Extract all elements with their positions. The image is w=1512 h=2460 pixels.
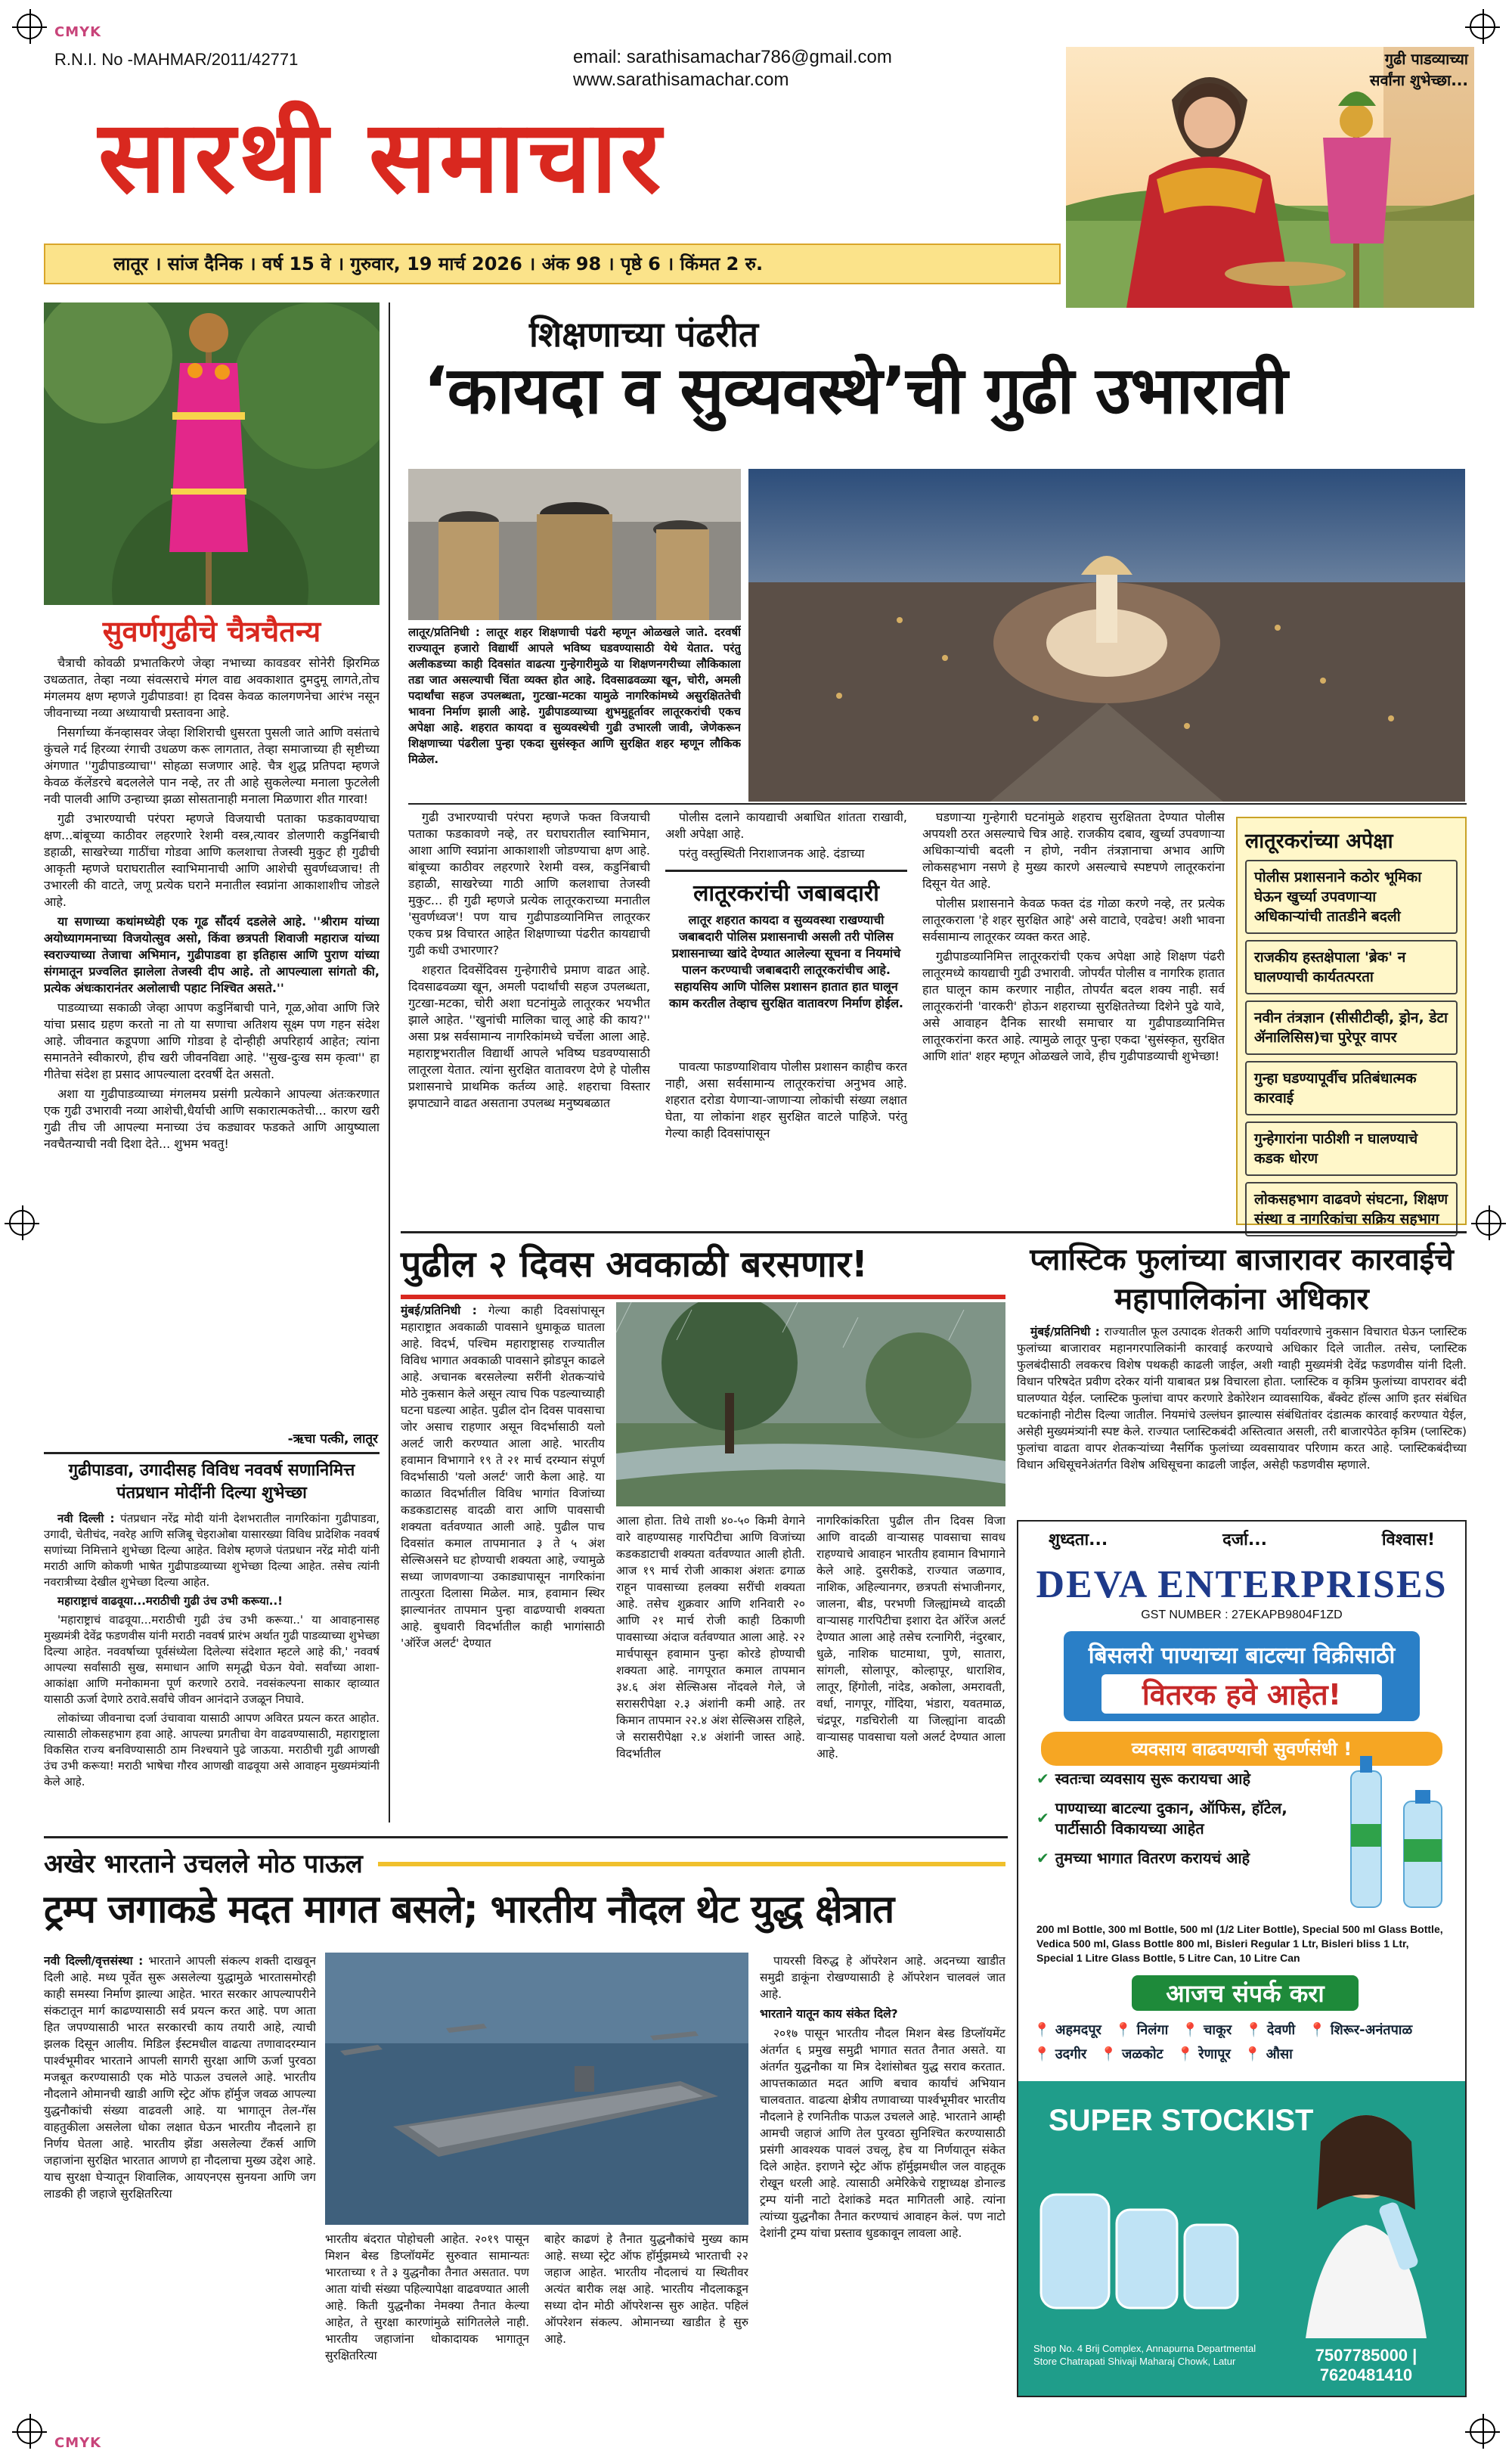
ad-lower-panel	[1018, 2081, 1467, 2397]
lead-kicker: शिक्षणाच्या पंढरीत	[529, 314, 759, 355]
navy-paragraph: पायरसी विरुद्ध हे ऑपरेशन आहे. अदनच्या खाडीत समुद्री डाकूंना रोखण्यासाठी हे ऑपरेशन चालवलं जात आहे.	[760, 1954, 1005, 2001]
navy-paragraph: २०१७ पासून भारतीय नौदल मिशन बेस्ड डिप्लॉयमेंट अंतर्गत ६ प्रमुख समुद्री भागात सतत तैनात असते. या अंतर्गत युद्धनौका या मित्र देशांसोबत युद्ध सराव करतात. आपत्तकाळात मदत आणि बचाव कार्यांचं अभियान चालवतात. वाढत्या क्षेत्रीय तणावाच्या पार्श्वभूमीवर भारतीय नौदलाने हे रणनितीक पाऊल उचलले आहे. भारताने आम्ही आमची जहाजं आणि तेल पुरवठा सुनिश्चित करण्यासाठी प्रसंगी आवश्यक पावलं उचलू, हेच या निर्णयातून संकेत दिले आहेत. इराणने स्ट्रेट ऑफ हॉर्मुझमधील जल वाहतूक रोखून धरली आहे. त्यासाठी अमेरिकेचे राष्ट्राध्यक्ष डोनाल्ड ट्रम्प यांनी नाटो देशांकडे मदत मागितली आहे. त्यांना त्यांच्या युद्धनौका तैनात करण्याचं आवाहन केलं. पण नाटो देशांनी ट्रम्प यांचा प्रस्ताव धुडकावून लावला आहे.	[760, 2027, 1005, 2240]
check-icon: ✔	[1036, 1848, 1049, 1867]
shop-address: Shop No. 4 Brij Complex, Annapurna Departmental Store Chatrapati Shivaji Maharaj Chowk, Latur	[1033, 2343, 1256, 2367]
sub-story-lead: लातूर शहरात कायदा व सुव्यवस्था राखण्याची जबाबदारी पोलिस प्रशासनाची असली तरी पोलिस प्रशासनाच्या खांदे देण्यात आलेल्या सूचना व नियमांचे पालन करण्याची जबाबदारी लातूरकरांचीच आहे. सहायसिय आणि पोलिस प्रशासन हातात हात घालून काम करतील तेव्हाच सुरक्षित वातावरण निर्माण होईल.	[668, 913, 904, 1010]
water-bottles-illustration	[1336, 1748, 1457, 1915]
lead-paragraph: पोलीस प्रशासनाने केवळ फक्त दंड गोळा करणे नव्हे, तर प्रत्येक लातूरकराला 'हे शहर सुरक्षित आहे' असे वाटावे, एवढेच! अशी भावना सर्वसामान्य लातूरकर व्यक्त करत आहे.	[922, 896, 1225, 944]
navy-kicker: अखेर भारताने उचलले मोठ पाऊल	[44, 1849, 363, 1879]
registration-mark	[17, 14, 42, 39]
dateline-strip	[44, 244, 1061, 284]
dateline: मुंबई/प्रतिनिधी :	[1030, 1325, 1100, 1339]
lead-column-1	[408, 809, 650, 1221]
water-jars-illustration	[1033, 2164, 1260, 2316]
cmyk-mark: CMYK	[54, 2435, 102, 2451]
location-pin-item: 📍 चाकूर	[1182, 2022, 1232, 2038]
ad-point: ✔ पाण्याच्या बाटल्या दुकान, ऑफिस, हॉटेल, पार्टीसाठी विकायच्या आहेत	[1036, 1799, 1287, 1838]
lead-column-2b	[665, 1059, 907, 1221]
location-pin-item: 📍 रेणापूर	[1176, 2046, 1231, 2062]
navy-subhead: भारताने यातून काय संकेत दिले?	[760, 2007, 898, 2021]
location-pin-item: 📍 शिरूर-अनंतपाळ	[1309, 2022, 1413, 2038]
navy-column-3: बाहेर काढणं हे तैनात युद्धनौकांचे मुख्य काम आहे. सध्या स्ट्रेट ऑफ हॉर्मुझमध्ये भारताची २२ जहाज आहेत. भारतीय नौदलाचं या स्थितीवर अत्यंत बारीक लक्ष आहे. भारतीय नौदलाकडून सध्या दोन मोठी ऑपरेशन्स सुरु आहेत. पहिलं ऑपरेशन संकल्प. ओमानच्या खाडीत हे सुरु आहे.	[544, 2232, 748, 2346]
feature-paragraph: निसर्गाच्या कॅनव्हासवर जेव्हा शिशिराची धुसरता पुसली जाते आणि वसंताचे कुंचले गर्द हिरव्या रंगाची उधळण करू लागतात, तेव्हा समाजाच्या ही सृष्टीच्या अंगणात ''गुढीपाडव्याचा'' सोहळा सजणार आहे. चैत्र शुद्ध प्रतिपदा म्हणजे केवळ कॅलेंडरचे बदललेले पान नव्हे, तर ती आहे सुकलेल्या मनाला फुटलेली नवी पालवी आणि उन्हाच्या झळा सोसतानाही मनाला मिळणारा शीत गारवा!	[44, 725, 380, 806]
expectations-title: लातूरकरांच्या अपेक्षा	[1245, 830, 1393, 853]
super-stockist-label: SUPER STOCKIST	[1049, 2104, 1314, 2137]
cmyk-mark: CMYK	[54, 24, 102, 40]
ad-point: ✔ तुमच्या भागात वितरण करायचं आहे	[1036, 1848, 1250, 1867]
ad-banner	[1064, 1631, 1420, 1721]
rain-photo	[616, 1302, 1005, 1506]
rni-number: R.N.I. No -MAHMAR/2011/42771	[54, 50, 299, 69]
registration-mark	[1476, 1210, 1501, 1236]
feature-headline: सुवर्णगुढीचे चैत्रचैतन्य	[102, 615, 321, 648]
ad-banner-line: वितरक हवे आहेत!	[1101, 1674, 1382, 1714]
navy-column-2: भारतीय बंदरात पोहोचली आहेत. २०१९ पासून मिशन बेस्ड डिप्लॉयमेंट सुरुवात सामान्यतः भारताच्या १ ते ३ युद्धनौका तैनात असतात. पण आता यांची संख्या पहिल्यापेक्षा वाढवण्यात आली आहे. किती युद्धनौका नेमक्या तैनात केल्या आहेत, ते सुरक्षा कारणांमुळे सांगितलेले नाही. भारतीय जहाजांना धोकादायक भागातून सुरक्षितरित्या	[325, 2232, 529, 2362]
newspaper-title: सारथी समाचार	[98, 99, 665, 216]
divider	[44, 1452, 380, 1454]
latur-aerial-photo	[748, 469, 1465, 802]
ad-ribbon-text: व्यवसाय वाढवण्याची सुवर्णसंधी !	[1131, 1739, 1352, 1760]
rain-column-2: आला होता. तिथे ताशी ४०-५० किमी वेगाने वारे वाहण्यासह गारपिटीचा आणि विजांच्या कडकडाटाची शक्यता वर्तवण्यात आली होती. आज १९ मार्च रोजी आकाश अंशतः ढगाळ राहून पावसाच्या हलक्या सरींची शक्यता आहे. तसेच शुक्रवार आणि शनिवारी २० आणि २१ मार्च रोजी काही ठिकाणी पावसाच्या अंदाज वर्तवण्यात आला आहे. २२ मार्चपासून हवामान पुन्हा कोरडे होण्याची शक्यता आहे. नागपूरात कमाल तापमान ३४.६ अंश सेल्सिअस नोंदवले गेले, जे सरासरीपेक्षा २.३ अंशांनी कमी आहे. तर किमान तापमान २२.४ अंश सेल्सिअस राहिले, जे सरासरीपेक्षा २.४ अंशांनी जास्त आहे. विदर्भातील	[616, 1514, 805, 1760]
greeting-text: गुढी पाडव्याच्या सर्वांना शुभेच्छा...	[1369, 50, 1468, 89]
ad-tagline: दर्जा...	[1222, 1531, 1267, 1550]
kicker-rule	[378, 1862, 1005, 1866]
lead-paragraph: गुढी उभारण्याची परंपरा म्हणजे फक्त विजयाची पताका फडकावणे नव्हे, तर घराघरातील स्वाभिमान, आशा आणि स्वप्नांना आकाशाशी जोडण्याचा क्षण आहे. बांबूच्या काठीवर लहरणारे रेशमी वस्त्र, कडुनिंबाची डहाळी, साखरेच्या गाठी आणि कलशाचा तेजस्वी मुकुट... ही गुढी म्हणजे प्रत्येक लातूरकराच्या मनातील 'सुवर्णध्वज'! पण याच गुढीपाडव्यानिमित्त लातूरकर एकच प्रश्न विचारत आहेत शिक्षणाच्या पंढरीत कायद्याची गुढी कधी उभारणार?	[408, 810, 650, 957]
ad-point: ✔ स्वतःचा व्यवसाय सुरू करायचा आहे	[1036, 1769, 1251, 1788]
pm-wishes-paragraph: 'महाराष्ट्राचं वाढवूया...मराठीची गुढी उंच उभी करूया..' या आवाहनासह मुख्यमंत्री देवेंद्र फडणवीस यांनी मराठी नववर्ष प्रारंभ अर्थात गुढी पाडव्याच्या शुभेच्छा दिल्या आहेत. नववर्षाच्या पूर्वसंध्येला दिलेल्या संदेशात म्हटले आहे की,' नववर्ष आपल्या सर्वांसाठी सुख, समाधान आणि समृद्धी घेऊन येवो. सर्वांच्या आशा-आकांक्षा आणि मनोकामना पूर्ण करणारे ठरावे. नवसंकल्पना साकार व्हाव्यात यासाठी ऊर्जा देणारे ठरावे.सर्वांचे जीवन आनंदाने उजळून निघावे.	[44, 1613, 380, 1706]
rain-column-1	[401, 1302, 605, 1832]
location-pin-item: 📍 अहमदपूर	[1033, 2022, 1101, 2038]
feature-byline: -ऋचा पत्की, लातूर	[287, 1432, 378, 1447]
expectation-item: पोलीस प्रशासनाने कठोर भूमिका घेऊन खुर्च्या उपवणाऱ्या अधिकाऱ्यांची तातडीने बदली	[1245, 860, 1458, 934]
lead-paragraph: परंतु वस्तुस्थिती निराशाजनक आहे. दंडाच्या	[679, 846, 865, 861]
feature-body	[44, 655, 380, 1426]
ad-tagline: विश्वास!	[1381, 1531, 1435, 1550]
column-divider	[389, 302, 390, 1823]
deva-enterprises-ad	[1017, 1520, 1467, 2397]
lead-paragraph: पोलीस दलाने कायद्याची अबाधित शांतता राखावी, अशी अपेक्षा आहे.	[665, 810, 907, 841]
website-link[interactable]: www.sarathisamachar.com	[573, 70, 789, 90]
location-pin-item: 📍 औसा	[1244, 2046, 1293, 2062]
divider	[44, 1836, 1008, 1838]
rain-headline: पुढील २ दिवस अवकाळी बरसणार!	[401, 1243, 868, 1286]
dateline: मुंबई/प्रतिनिधी :	[401, 1304, 477, 1317]
navy-paragraph: भारताने आपली संकल्प शक्ती दाखवून दिली आहे. मध्य पूर्वेत सुरू असलेल्या युद्धामुळे भारतासमोरही काही समस्या निर्माण झाल्या आहेत. भारत सरकार आपल्यापरीने संकटातून मार्ग काढण्यासाठी सर्व प्रयत्न करत आहे. पण आता हित जपण्यासाठी भारत सरकारची काय तयारी आहे, त्याची झलक दिसून आलीय. मिडिल ईस्टमधील वाढत्या तणावादरम्यान पार्श्वभूमीवर भारताने आपली सागरी सुरक्षा आणि ऊर्जा पुरवठा मजबूत करण्यासाठी एक मोठे पाऊल उचलले आहे. भारतीय नौदलाने ओमानची खाडी आणि स्ट्रेट ऑफ हॉर्मुज जवळ आपल्या युद्धनौकांची संख्या वाढवली आहे. या भागातून तेल-गॅस वाहतुकीला असलेला धोका लक्षात घेऊन भारतीय नौदलाने हा निर्णय घेतला आहे. भारतीय झेंडा असलेल्या टँकर्स आणि जहाजांना सुरक्षित भारतात आणणे हा नौदलाचा मुख्य उद्देश आहे. याच सुरक्षा घेऱ्यातून शिवालिक, आयएनएस सुनयना आणि जग लाडकी ही जहाजे सुरक्षितरित्या	[44, 1954, 316, 2201]
pm-wishes-paragraph: लोकांच्या जीवनाचा दर्जा उंचावावा यासाठी आपण अविरत प्रयत्न करत आहोत. त्यासाठी लोकसहभाग हवा आहे. आपल्या प्रगतीचा वेग वाढवण्यासाठी, महाराष्ट्राला विकसित राज्य बनविण्यासाठी ठाम निश्चयाने पुढे जाऊया. मराठीची गुढी आणखी उंच उभी करूया! मराठी भाषेचा गौरव आणखी वाढवूया असे आवाहन मुख्यमंत्र्यांनी केले आहे.	[44, 1711, 380, 1788]
police-photo	[408, 469, 741, 620]
ad-banner-line: बिसलरी पाण्याच्या बाटल्या विक्रीसाठी	[1088, 1643, 1396, 1669]
check-icon: ✔	[1036, 1809, 1049, 1827]
lead-paragraph: गुढीपाडव्यानिमित्त लातूरकरांची एकच अपेक्षा आहे शिक्षण पंढरी लातूरमध्ये कायद्याची गुढी उभारावी. जोपर्यंत पोलीस व नागरिक हातात हात घालून काम करणार नाहीत, तोपर्यंत बदल शक्य नाही. सर्व लातूरकरांनी 'वारकरी' होऊन शहराच्या सुरक्षिततेच्या दिशेने पुढे यावे, असे आवाहन दैनिक सारथी समाचार या गुढीपाडव्यानिमित्त लातूरकरांना करत आहे. त्यामुळे लातूर पुन्हा एकदा 'सुसंस्कृत, सुरक्षित आणि शांत' शहर म्हणून ओळखले जावे, हीच गुढीपाडव्याची शुभेच्छा!	[922, 949, 1225, 1063]
lead-paragraph: शहरात दिवसेंदिवस गुन्हेगारीचे प्रमाण वाढत आहे. दिवसाढवळ्या खून, अमली पदार्थांची सहज उपलब्धता, गुटखा-मटका, चोरी अशा घटनांमुळे लातूरकर भयभीत झाले आहेत. ''खुनांची मालिका चालू आहे की काय?'' असा प्रश्न सर्वसामान्य नागरिकांमध्ये चर्चेला आला आहे. महाराष्ट्रभरातील विद्यार्थी आपले भविष्य घडवण्यासाठी लातूरला येतात. त्यांना सुरक्षित वातावरण देणे हे पोलीस प्रशासनाचे प्राथमिक कर्तव्य आहे. शहराचा विस्तार झपाट्याने वाढत असताना उपलब्ध मनुष्यबळात	[408, 963, 650, 1110]
ad-tagline: शुध्दता...	[1049, 1531, 1108, 1550]
divider	[401, 1231, 1467, 1233]
email-address[interactable]: email: sarathisamachar786@gmail.com	[573, 47, 892, 67]
lead-column-3	[922, 809, 1225, 1221]
navy-column-4	[760, 1953, 1005, 2421]
plastic-body	[1017, 1323, 1467, 1512]
expectations-box	[1236, 817, 1467, 1225]
registration-mark	[9, 1210, 35, 1236]
registration-mark	[17, 2418, 42, 2444]
sub-story-box	[665, 870, 907, 1051]
plastic-headline: प्लास्टिक फुलांच्या बाजारावर कारवाईचे महापालिकांना अधिकार	[1030, 1242, 1454, 1317]
expectation-item: नवीन तंत्रज्ञान (सीसीटीव्ही, ड्रोन, डेटा ॲनालिसिस)चा पुरेपूर वापर	[1245, 1000, 1458, 1055]
dateline-text: लातूर । सांज दैनिक । वर्ष 15 वे । गुरुवार, 19 मार्च 2026 । अंक 98 । पृष्ठे 6 । किंमत 2 रु.	[113, 253, 764, 275]
pm-wishes-paragraph: पंतप्रधान नरेंद्र मोदी यांनी देशभरातील नागरिकांना गुढीपाडवा, उगादी, चेतीचंद, नवरेह आणि सजिबू चेइराओबा यासारख्या विविध प्रादेशिक नववर्ष सणांच्या निमित्ताने शुभेच्छा दिल्या आहेत. विशेष म्हणजे पंतप्रधान नरेंद्र मोदी यांनी मराठी आणि कोकणी भाषेत गुढीपाडव्याच्या शुभेच्छा दिल्या आहेत. तसेच त्यांनी नवरात्रीच्या देखील शुभेच्छा दिल्या आहेत.	[44, 1512, 380, 1589]
aircraft-carrier-photo	[325, 1953, 748, 2225]
rain-column-3: नागरिकांकरिता पुढील तीन दिवस विजा आणि वादळी वाऱ्यासह पावसाचा सावध राहण्याचे आवाहन भारतीय हवामान विभागाने केले आहे. दुसरीकडे, राज्यात जळगाव, नाशिक, अहिल्यानगर, छत्रपती संभाजीनगर, जालना, बीड, परभणी जिल्ह्यांमध्ये वादळी वाऱ्यासह गारपिटीचा इशारा देत ऑरेंज अलर्ट देण्यात आला आहे तसेच रत्नागिरी, नंदुरबार, धुळे, नाशिक घाटमाथा, पुणे, सातारा, सांगली, सोलापूर, कोल्हापूर, धाराशिव, लातूर, हिंगोली, नांदेड, अकोला, अमरावती, वर्धा, नागपूर, गोंदिया, भंडारा, यवतमाळ, चंद्रपूर, गडचिरोली या जिल्ह्यांना वादळी वाऱ्यासह पावसाचा यलो अलर्ट देण्यात आला आहे.	[816, 1514, 1005, 1760]
feature-paragraph: पाडव्याच्या सकाळी जेव्हा आपण कडुनिंबाची पाने, गूळ,ओवा आणि जिरे यांचा प्रसाद ग्रहण करतो ना तो या सणाचा अतिशय सूक्ष्म पण गहन संदेश आहे. जीवनात कडूपणा आणि गोडवा हे दोन्हीही अपरिहार्य आहेत; त्यांना समानतेने स्वीकारणे, हीच खरी जीवनविद्या आहे. ''सुख-दुःख सम कृत्वा'' हा गीतेचा संदेश हा प्रसाद आपल्याला दरवर्षी देत असतो.	[44, 1000, 380, 1081]
lead-paragraph: पावत्या फाडण्याशिवाय पोलीस प्रशासन काहीच करत नाही, असा सर्वसामान्य लातूरकरांचा अनुभव आहे. शहरात दरोडा येणाऱ्या-जाणाऱ्या लोकांची संख्या लक्षात घेता, या लोकांना शहर सुरक्षित वाटले पाहिजे. परंतु गेल्या काही दिवसांपासून	[665, 1059, 907, 1140]
location-pin-item: 📍 जळकोट	[1100, 2046, 1163, 2062]
sub-story-headline: लातूरकरांची जबाबदारी	[693, 880, 879, 907]
location-pin-item: 📍 देवणी	[1245, 2022, 1296, 2038]
rain-paragraph: गेल्या काही दिवसांपासून महाराष्ट्रात अवकाळी पावसाने धुमाकूळ घातला आहे. विदर्भ, पश्चिम महाराष्ट्रासह राज्यातील विविध भागात अवकाळी पावसाने झोडपून काढले आहे. अचानक बरसलेल्या सरींनी शेतकऱ्यांचे मोठे नुकसान केले असून त्याच पिक पडल्याच्याही घटना घडल्या आहेत. पुढील दोन दिवस पावसाचा जोर असाच राहणार असून विदर्भासाठी यलो अलर्ट जारी करण्यात आला आहे. भारतीय हवामान विभागाने १९ ते २१ मार्च दरम्यान संपूर्ण विदर्भासाठी 'यलो अलर्ट' जारी केला आहे. या काळात विदर्भातील विविध भागांत विजांच्या कडकडाटासह वादळी वारा आणि पावसाची शक्यता वर्तवण्यात आली आहे. पुढील पाच दिवसांत कमाल तापमानात ३ ते ५ अंश सेल्सिअसने घट होण्याची शक्यता आहे, ज्यामुळे सध्या जाणवणाऱ्या उकाड्यापासून नागरिकांना तात्पुरता दिलासा मिळेल. मात्र, हवामान स्थिर झाल्यानंतर तापमान पुन्हा वाढण्याची शक्यता आहे. बुधवारी विदर्भातील काही भागांसाठी 'ऑरेंज अलर्ट' देण्यात	[401, 1304, 605, 1650]
ad-sizes: 200 ml Bottle, 300 ml Bottle, 500 ml (1/2 Liter Bottle), Special 500 ml Glass Bottle, Vedica 500 ml, Glass Bottle 800 ml, Bisleri Regular 1 Ltr, Bisleri bliss 1 Ltr, Special 1 Litre Glass Bottle, 5 Litre Can, 10 Litre Can	[1036, 1923, 1443, 1964]
feature-paragraph: या सणाच्या कथांमध्येही एक गूढ सौंदर्य दडलेले आहे. ''श्रीराम यांच्या अयोध्यागमनाच्या विजयोत्सुव असो, किंवा छत्रपती शिवाजी महाराज यांच्या स्वराज्याच्या तेजाचा अभिमान, गुढीपाडवा हा इतिहास आणि पुराण यांच्या संगमातून प्रज्वलित झालेला तेजस्वी दीप आहे. तो आपल्याला सांगतो की, प्रत्येक अंधःकारानंतर अलोलाची पहाट निश्चित असते.''	[44, 914, 380, 995]
feature-paragraph: अशा या गुढीपाडव्याच्या मंगलमय प्रसंगी प्रत्येकाने आपल्या अंतःकरणात एक गुढी उभारावी नव्या आशेची,धैर्याची आणि सकारात्मकतेची... कारण खरी गुढी तीच जी आपल्या मनाच्या उंच कड्यावर फडकते आणि आयुष्याला नवचैतन्याची नवी दिशा देते... शुभम भवतु!	[44, 1087, 380, 1151]
ad-brand: DEVA ENTERPRISES	[1036, 1563, 1448, 1606]
headline-underline	[401, 1295, 1005, 1299]
expectation-item: गुन्हा घडण्यापूर्वीच प्रतिबंधात्मक कारवाई	[1245, 1061, 1458, 1115]
gudi-photo	[44, 302, 380, 605]
expectation-item: राजकीय हस्तक्षेपाला 'ब्रेक' न घालण्याची कार्यतत्परता	[1245, 940, 1458, 994]
dateline: नवी दिल्ली :	[57, 1512, 115, 1525]
navy-column-1	[44, 1953, 316, 2421]
model-photo	[1275, 2089, 1457, 2338]
feature-paragraph: चैत्राची कोवळी प्रभातकिरणे जेव्हा नभाच्या कावडवर सोनेरी झिरमिळ उधळतात, तेव्हा नव्या संवत्सराचे मंगल वाद्य अवकाशात दुमदुमू लागते,तोच मंगलमय क्षण म्हणजे गुढीपाडवा! हा दिवस केवळ कालगणनेचा आरंभ नसून जीवनाच्या नव्या अध्यायाची प्रस्तावना आहे.	[44, 656, 380, 720]
check-icon: ✔	[1036, 1769, 1049, 1788]
lead-paragraph: घडणाऱ्या गुन्हेगारी घटनांमुळे शहराच सुरक्षितता देण्यात पोलीस अपयशी ठरत असल्याचे चित्र आहे. राजकीय दबाव, खुर्च्या उपवणाऱ्या अधिकाऱ्यांची बदली न होणे, नवीन तंत्रज्ञानाचा अभाव आणि लोकसहभाग नसणे हे मुख्य कारणे असल्याचे स्पष्टपणे लातूरकरांना दिसून येत आहे.	[922, 810, 1225, 891]
contact-phone[interactable]: 7507785000 | 7620481410	[1315, 2346, 1418, 2384]
pm-wishes-body	[44, 1511, 380, 1836]
lead-column-2a	[665, 809, 907, 866]
ad-gst: GST NUMBER : 27EKAPB9804F1ZD	[1141, 1608, 1343, 1621]
lead-headline: ‘कायदा व सुव्यवस्थे’ची गुढी उभारावी	[423, 353, 1287, 429]
ad-contact-title: आजच संपर्क करा	[1132, 1975, 1359, 2011]
divider	[408, 803, 1467, 805]
expectation-item: गुन्हेगारांना पाठीशी न घालण्याचे कडक धोरण	[1245, 1121, 1458, 1176]
dateline: नवी दिल्ली/वृत्तसंस्था :	[44, 1954, 144, 1968]
pm-wishes-subhead: महाराष्ट्राचं वाढवूया...मराठीची गुढी उंच उभी करूया..!	[57, 1594, 283, 1608]
registration-mark	[1470, 2418, 1495, 2444]
plastic-paragraph: राज्यातील फूल उत्पादक शेतकरी आणि पर्यावरणाचे नुकसान विचारात घेऊन प्लास्टिक फुलांच्या बाजारावर महानगरपालिकांनी कारवाई करण्याचे अधिकार दिले जातील. तसेच, प्लास्टिक फुलबंदीसाठी लवकरच विशेष पथकही काढली जाईल, अशी ग्वाही मुख्यमंत्री देवेंद्र फडणवीस यांनी दिली. विधान परिषदेत प्रवीण दरेकर यांनी याबाबत प्रश्न विचारला होता. प्लास्टिक व कृत्रिम फुलांच्या वापरावर बंदी घालण्यात येईल. प्लास्टिक फुलांचा वापर करणारे डेकोरेशन व्यावसायिक, बँक्वेट हॉल्स आणि इतर संबंधित घटकांनाही नोटीस दिल्या जातील. नियमांचे उल्लंघन झाल्यास संबंधितांवर दंडात्मक कारवाई करण्यात येईल, असेही मुख्यमंत्र्यांनी स्पष्ट केले. राज्यात प्लास्टिकबंदी अस्तित्वात असली, तरी बाजारपेठेत कृत्रिम (प्लास्टिक) फुलांचा वाढता वापर शेतकऱ्यांच्या नैसर्गिक फुलांच्या व्यवसायावर परिणाम करत आहे. प्लास्टिकबंदीच्या विधान अधिसूचनेअंतर्गत विशेष अधिसूचना काढली जाईल, असेही फडणवीस म्हणाले.	[1017, 1325, 1467, 1472]
registration-mark	[1470, 14, 1495, 39]
lead-photo-caption: लातूर/प्रतिनिधी : लातूर शहर शिक्षणाची पंढरी म्हणून ओळखले जाते. दरवर्षी राज्यातून हजारो विद्यार्थी आपले भविष्य घडवण्यासाठी येथे येतात. परंतु अलीकडच्या काही दिवसांत वाढत्या गुन्हेगारीमुळे या शिक्षणनगरीच्या लौकिकाला तडा जात असल्याची चिंता व्यक्त होत आहे. दिवसाढवळ्या खून, चोरी, अमली पदार्थांचा सहज उपलब्धता, गुटखा-मटका यामुळे नागरिकांमध्ये असुरक्षिततेची भावना निर्माण झाली आहे. गुढीपाडव्याच्या शुभमुहूर्तावर लातूरकरांची एकच अपेक्षा आहे. शहरात कायदा व सुव्यवस्थेची गुढी उभारली जावी, जेणेकरून शिक्षणाच्या पंढरीला पुन्हा एकदा सुसंस्कृत आणि सुरक्षित शहर म्हणून लौकिक मिळेल.	[408, 625, 741, 766]
location-pin-item: 📍 उदगीर	[1033, 2046, 1087, 2062]
navy-headline: ट्रम्प जगाकडे मदत मागत बसले; भारतीय नौदल थेट युद्ध क्षेत्रात	[44, 1888, 894, 1932]
pm-wishes-headline: गुढीपाडवा, उगादीसह विविध नववर्ष सणानिमित्त पंतप्रधान मोदींनी दिल्या शुभेच्छा	[68, 1461, 355, 1503]
expectation-item: लोकसहभाग वाढवणे संघटना, शिक्षण संस्था व नागरिकांचा सक्रिय सहभाग	[1245, 1182, 1458, 1236]
location-pin-item: 📍 निलंगा	[1114, 2022, 1169, 2038]
feature-paragraph: गुढी उभारण्याची परंपरा म्हणजे विजयाची पताका फडकावण्याचा क्षण...बांबूच्या काठीवर लहरणारे रेशमी वस्त्र,त्यावर डोलणारी कडुनिंबाची डहाळी, साखरेच्या गाठींचा गोडवा आणि कलशाचा तेजस्वी मुकुट ही गुढीची आकृती म्हणजे घराघरातील स्वाभिमानाची आणि आशेची सुवर्णध्वजाच! ती उभारली की वाटते, जणू प्रत्येक घराने मनातील स्वप्नांना आकाशाशीच जोडले आहे.	[44, 811, 380, 909]
